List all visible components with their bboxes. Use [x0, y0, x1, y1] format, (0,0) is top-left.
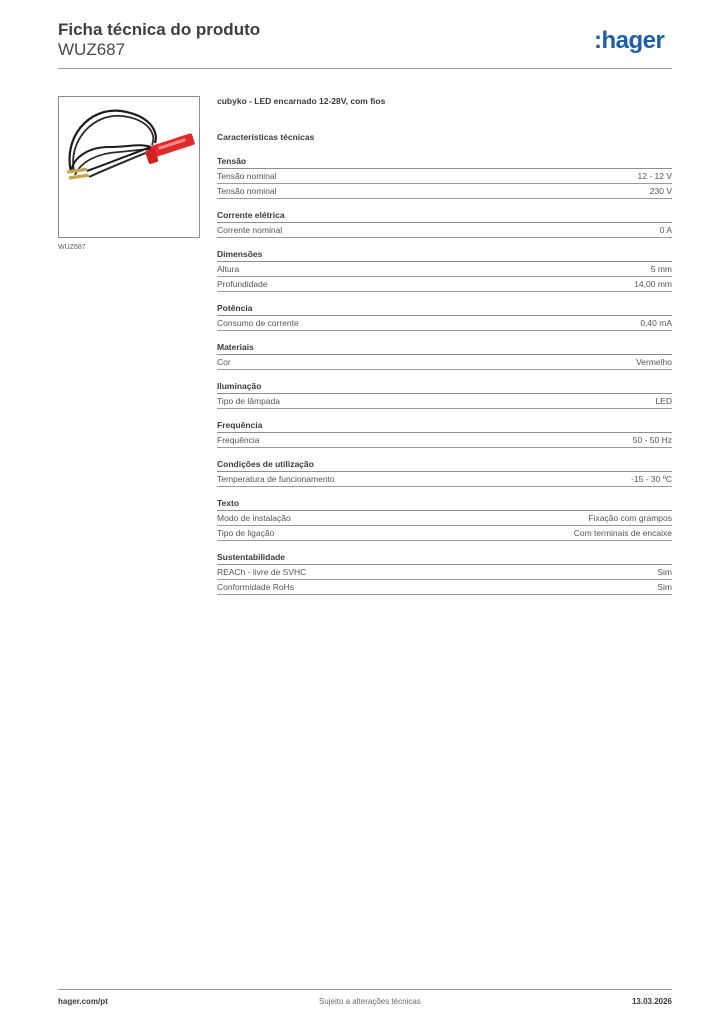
spec-row: [217, 355, 672, 370]
spec-value: Sim: [657, 582, 672, 592]
group-title: Iluminação: [217, 380, 672, 394]
spec-value: -15 - 30 ºC: [631, 474, 672, 484]
group-title: Texto: [217, 497, 672, 511]
spec-label: Frequência: [217, 435, 260, 445]
brand-logo-text: :hager: [594, 27, 665, 54]
spec-label: Temperatura de funcionamento: [217, 474, 335, 484]
spec-row: [217, 223, 672, 238]
page-title: Ficha técnica do produto: [58, 20, 261, 39]
spec-label: Modo de instalação: [217, 513, 291, 523]
group-title: Potência: [217, 302, 672, 316]
spec-label: Tensão nominal: [217, 171, 277, 181]
hager-logo: [594, 27, 674, 57]
spec-group-texto: [217, 497, 672, 541]
group-title: Condições de utilização: [217, 458, 672, 472]
spec-label: Tipo de ligação: [217, 528, 275, 538]
document-header: [58, 20, 260, 60]
product-image: [58, 96, 200, 238]
spec-group-frequencia: [217, 419, 672, 448]
spec-value: Fixação com grampos: [588, 513, 672, 523]
spec-label: Cor: [217, 357, 231, 367]
spec-label: Conformidade RoHs: [217, 582, 295, 592]
spec-label: Consumo de corrente: [217, 318, 299, 328]
group-title: Materiais: [217, 341, 672, 355]
spec-label: REACh - livre de SVHC: [217, 567, 307, 577]
spec-row: [217, 262, 672, 277]
spec-group-sustentabilidade: [217, 551, 672, 595]
spec-row: [217, 433, 672, 448]
spec-row: [217, 580, 672, 595]
spec-content: [217, 95, 672, 605]
spec-group-materiais: [217, 341, 672, 370]
spec-row: [217, 511, 672, 526]
spec-row: [217, 169, 672, 184]
spec-group-iluminacao: [217, 380, 672, 409]
product-code: WUZ687: [58, 40, 126, 59]
spec-group-tensao: [217, 155, 672, 199]
image-caption: WUZ687: [58, 244, 86, 251]
spec-value: 230 V: [649, 186, 672, 196]
spec-value: Sim: [657, 567, 672, 577]
spec-group-potencia: [217, 302, 672, 331]
spec-label: Tipo de lâmpada: [217, 396, 281, 406]
header-divider: [58, 68, 672, 69]
spec-row: [217, 316, 672, 331]
footer-notice: Sujeito a alterações técnicas: [318, 997, 421, 1006]
tech-specs-heading: Características técnicas: [217, 132, 315, 142]
spec-row: [217, 472, 672, 487]
spec-row: [217, 526, 672, 541]
spec-row: [217, 565, 672, 580]
spec-row: [217, 184, 672, 199]
page-footer: [58, 997, 672, 1006]
spec-value: 14,00 mm: [634, 279, 672, 289]
spec-value: 0 A: [659, 225, 672, 235]
footer-divider: [58, 989, 672, 990]
spec-value: 5 mm: [650, 264, 672, 274]
spec-group-corrente: [217, 209, 672, 238]
group-title: Dimensões: [217, 248, 672, 262]
spec-label: Altura: [217, 264, 240, 274]
footer-date: 13.03.2026: [631, 997, 672, 1006]
spec-row: [217, 394, 672, 409]
product-description: cubyko - LED encarnado 12-28V, com fios: [217, 96, 386, 106]
spec-group-dimensoes: [217, 248, 672, 292]
spec-value: LED: [655, 396, 672, 406]
group-title: Sustentabilidade: [217, 551, 672, 565]
spec-label: Tensão nominal: [217, 186, 277, 196]
spec-value: Com terminais de encaixe: [573, 528, 672, 538]
spec-value: 0,40 mA: [640, 318, 672, 328]
spec-value: 12 - 12 V: [637, 171, 672, 181]
spec-row: [217, 277, 672, 292]
led-cable-icon: [59, 97, 199, 237]
group-title: Tensão: [217, 155, 672, 169]
group-title: Frequência: [217, 419, 672, 433]
spec-value: 50 - 50 Hz: [632, 435, 672, 445]
spec-group-condicoes: [217, 458, 672, 487]
website-link[interactable]: hager.com/pt: [58, 997, 108, 1006]
spec-label: Profundidade: [217, 279, 268, 289]
group-title: Corrente elétrica: [217, 209, 672, 223]
spec-label: Corrente nominal: [217, 225, 283, 235]
spec-value: Vermelho: [636, 357, 672, 367]
